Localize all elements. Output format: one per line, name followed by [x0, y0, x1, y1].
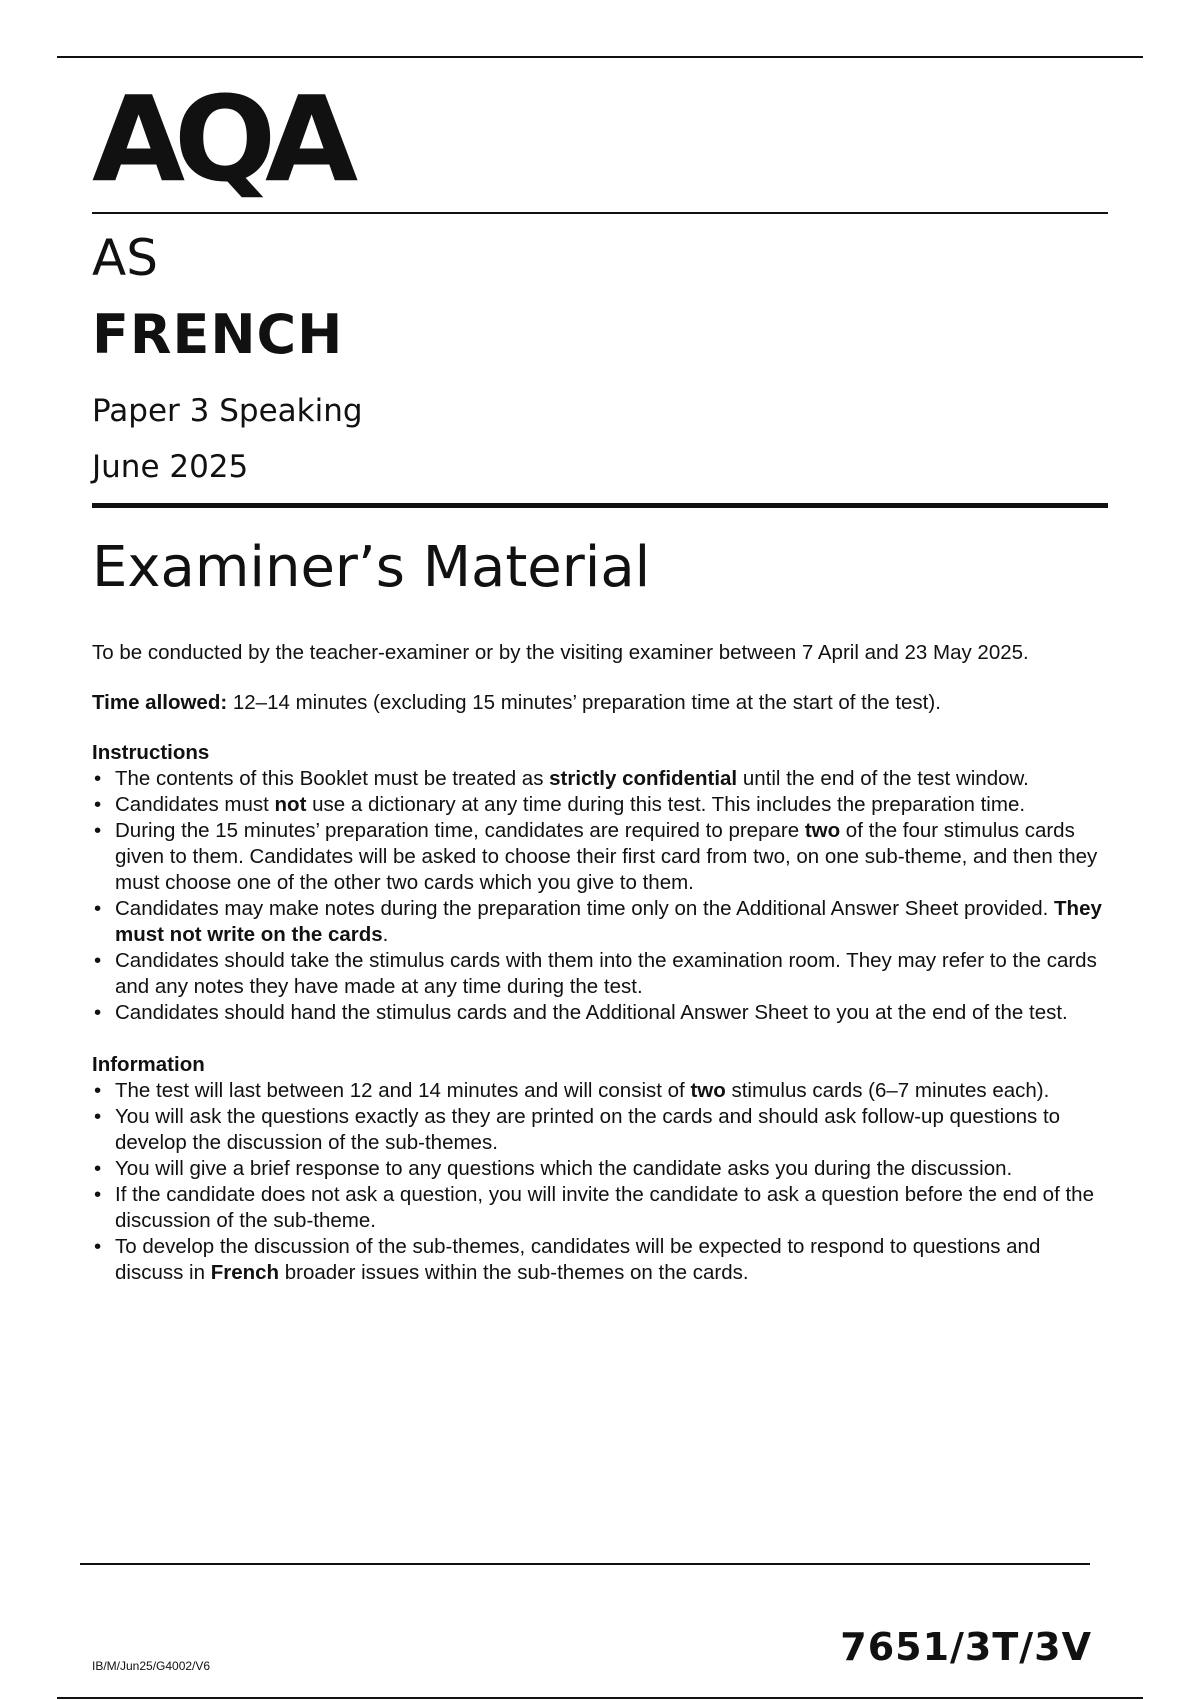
- emphasis-text: French: [210, 1261, 280, 1284]
- time-allowed-label: Time allowed:: [92, 691, 228, 714]
- exam-date: June 2025: [92, 449, 249, 485]
- qualification-level: AS: [92, 229, 158, 287]
- emphasis-text: not: [274, 793, 307, 816]
- list-item: [92, 766, 1102, 792]
- item-text: until the end of the test window.: [737, 767, 1029, 790]
- time-allowed-value: 12–14 minutes (excluding 15 minutes’ preparation time at the start of the test).: [227, 691, 941, 714]
- top-rule: [57, 56, 1143, 58]
- list-item: [92, 1156, 1102, 1182]
- item-text: Candidates should hand the stimulus cards and the Additional Answer Sheet to you at the end of the test.: [115, 1001, 1068, 1024]
- item-text: You will give a brief response to any questions which the candidate asks you during the discussion.: [115, 1157, 1013, 1180]
- list-item: [92, 792, 1102, 818]
- item-text: use a dictionary at any time during this test. This includes the preparation time.: [306, 793, 1026, 816]
- item-text: The test will last between 12 and 14 minutes and will consist of: [115, 1079, 691, 1102]
- logo-divider: [92, 212, 1108, 214]
- list-item: [92, 818, 1102, 896]
- material-title: Examiner’s Material: [92, 535, 651, 600]
- instructions-heading: Instructions: [92, 741, 210, 764]
- item-text: of the four stimulus cards given to them. Candidates will be asked to choose their first card from two, on one sub-theme, and then they must choose one of the other two cards which you give to them.: [115, 819, 1098, 894]
- bottom-rule: [57, 1697, 1143, 1699]
- header-divider: [92, 503, 1108, 508]
- item-text: If the candidate does not ask a question, you will invite the candidate to ask a question before the end of the discussion of the sub-theme.: [115, 1183, 1094, 1232]
- item-text: stimulus cards (6–7 minutes each).: [725, 1079, 1050, 1102]
- list-item: [92, 1000, 1102, 1026]
- item-text: To develop the discussion of the sub-themes, candidates will be expected to respond to questions and discuss in: [115, 1235, 1041, 1284]
- item-text: You will ask the questions exactly as they are printed on the cards and should ask follow-up questions to develop the discussion of the sub-themes.: [115, 1105, 1061, 1154]
- emphasis-text: two: [804, 819, 841, 842]
- document-reference-code: IB/M/Jun25/G4002/V6: [92, 1659, 211, 1673]
- aqa-logo: AQA: [92, 70, 347, 208]
- item-text: Candidates should take the stimulus cards with them into the examination room. They may refer to the cards and any notes they have made at any time during the test.: [115, 949, 1097, 998]
- item-text: Candidates may make notes during the preparation time only on the Additional Answer Sheet provided.: [115, 897, 1055, 920]
- list-item: [92, 1234, 1102, 1286]
- footer-divider: [80, 1563, 1090, 1565]
- information-list: [92, 1078, 1102, 1286]
- item-text: During the 15 minutes’ preparation time, candidates are required to prepare: [115, 819, 805, 842]
- list-item: [92, 948, 1102, 1000]
- item-text: broader issues within the sub-themes on the cards.: [279, 1261, 749, 1284]
- emphasis-text: strictly confidential: [549, 767, 738, 790]
- subject-title: FRENCH: [92, 303, 344, 366]
- list-item: [92, 1078, 1102, 1104]
- emphasis-text: two: [690, 1079, 726, 1102]
- emphasis-text: They must not write on the cards: [115, 897, 1102, 946]
- list-item: [92, 896, 1102, 948]
- list-item: [92, 1182, 1102, 1234]
- list-item: [92, 1104, 1102, 1156]
- item-text: .: [382, 923, 389, 946]
- time-allowed: [92, 690, 1102, 716]
- paper-title: Paper 3 Speaking: [92, 393, 363, 429]
- intro-text: To be conducted by the teacher-examiner or by the visiting examiner between 7 April and 23 May 2025.: [92, 641, 1029, 664]
- information-heading: Information: [92, 1053, 205, 1076]
- item-text: Candidates must: [115, 793, 275, 816]
- paper-code: 7651/3T/3V: [840, 1625, 1092, 1669]
- main-content: [92, 640, 1102, 1286]
- item-text: The contents of this Booklet must be treated as: [115, 767, 550, 790]
- instructions-list: [92, 766, 1102, 1026]
